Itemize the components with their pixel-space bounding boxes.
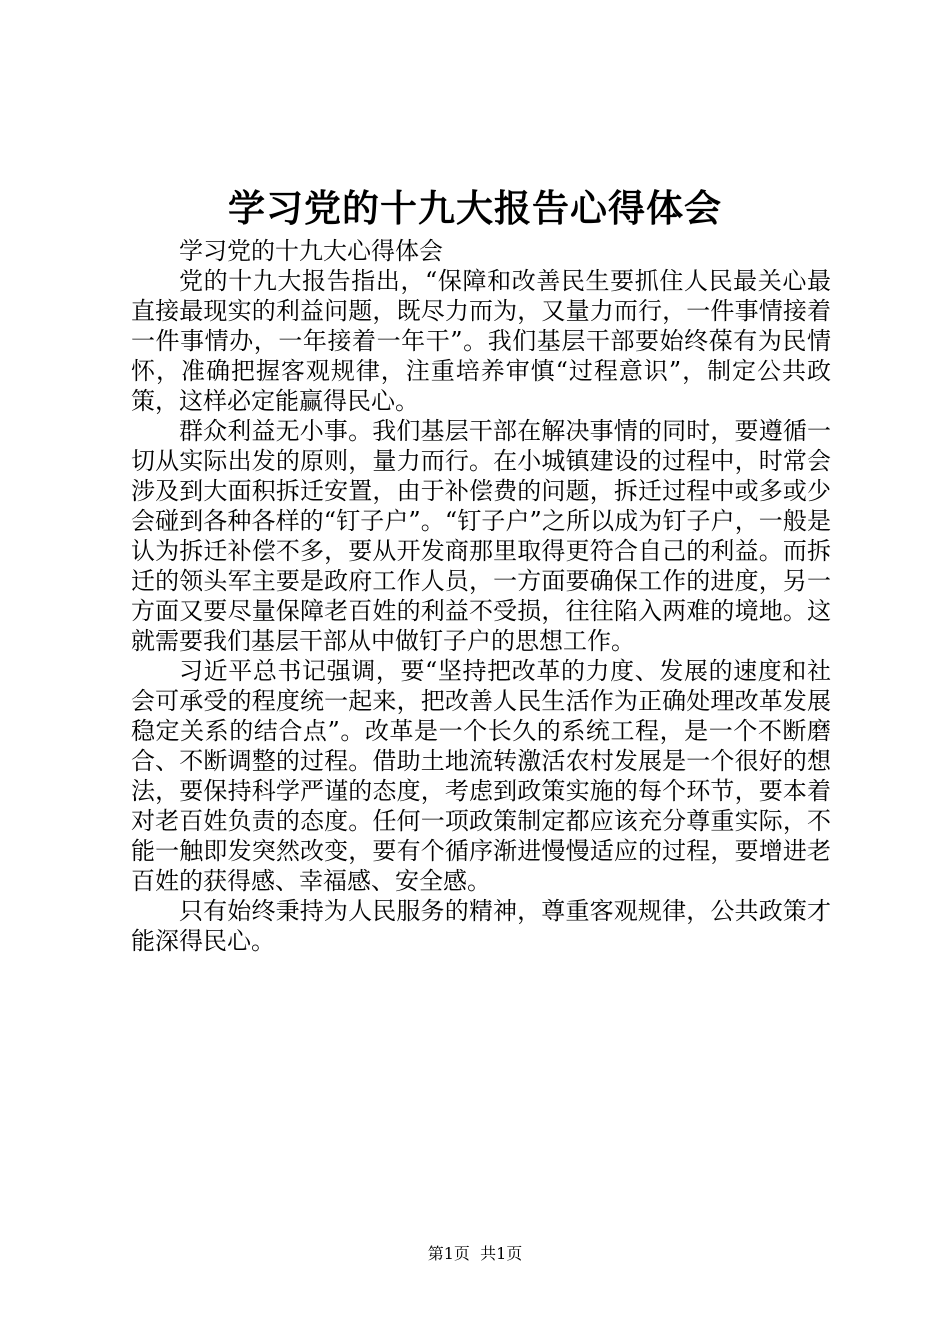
- paragraph-2: 群众利益无小事。我们基层干部在解决事情的同时，要遵循一切从实际出发的原则，量力而行。在小城镇建设的过程中，时常会涉及到大面积拆迁安置，由于补偿费的问题，拆迁过程中或多或少会碰到各种各样的“钉子户”。“钉子户”之所以成为钉子户，一般是认为拆迁补偿不多，要从开发商那里取得更符合自己的利益。而拆迁的领头军主要是政府工作人员，一方面要确保工作的进度，另一方面又要尽量保障老百姓的利益不受损，往往陷入两难的境地。这就需要我们基层干部从中做钉子户的思想工作。: [131, 417, 831, 655]
- document-body: [131, 236, 831, 956]
- page-title: 学习党的十九大报告心得体会: [228, 186, 722, 230]
- page-footer: 第1页 共1页: [427, 1244, 523, 1263]
- paragraph-3: 习近平总书记强调，要“坚持把改革的力度、发展的速度和社会可承受的程度统一起来，把改善人民生活作为正确处理改革发展稳定关系的结合点”。改革是一个长久的系统工程，是一个不断磨合、不断调整的过程。借助土地流转激活农村发展是一个很好的想法，要保持科学严谨的态度，考虑到政策实施的每个环节，要本着对老百姓负责的态度。任何一项政策制定都应该充分尊重实际，不能一触即发突然改变，要有个循序渐进慢慢适应的过程，要增进老百姓的获得感、幸福感、安全感。: [131, 657, 831, 895]
- paragraph-4: 只有始终秉持为人民服务的精神，尊重客观规律，公共政策才能深得民心。: [131, 897, 831, 955]
- subtitle-paragraph: 学习党的十九大心得体会: [179, 237, 443, 265]
- paragraph-1: 党的十九大报告指出，“保障和改善民生要抓住人民最关心最直接最现实的利益问题，既尽力而为，又量力而行，一件事情接着一件事情办，一年接着一年干”。我们基层干部要始终葆有为民情怀，准确把握客观规律，注重培养审慎“过程意识”，制定公共政策，这样必定能赢得民心。: [131, 267, 831, 415]
